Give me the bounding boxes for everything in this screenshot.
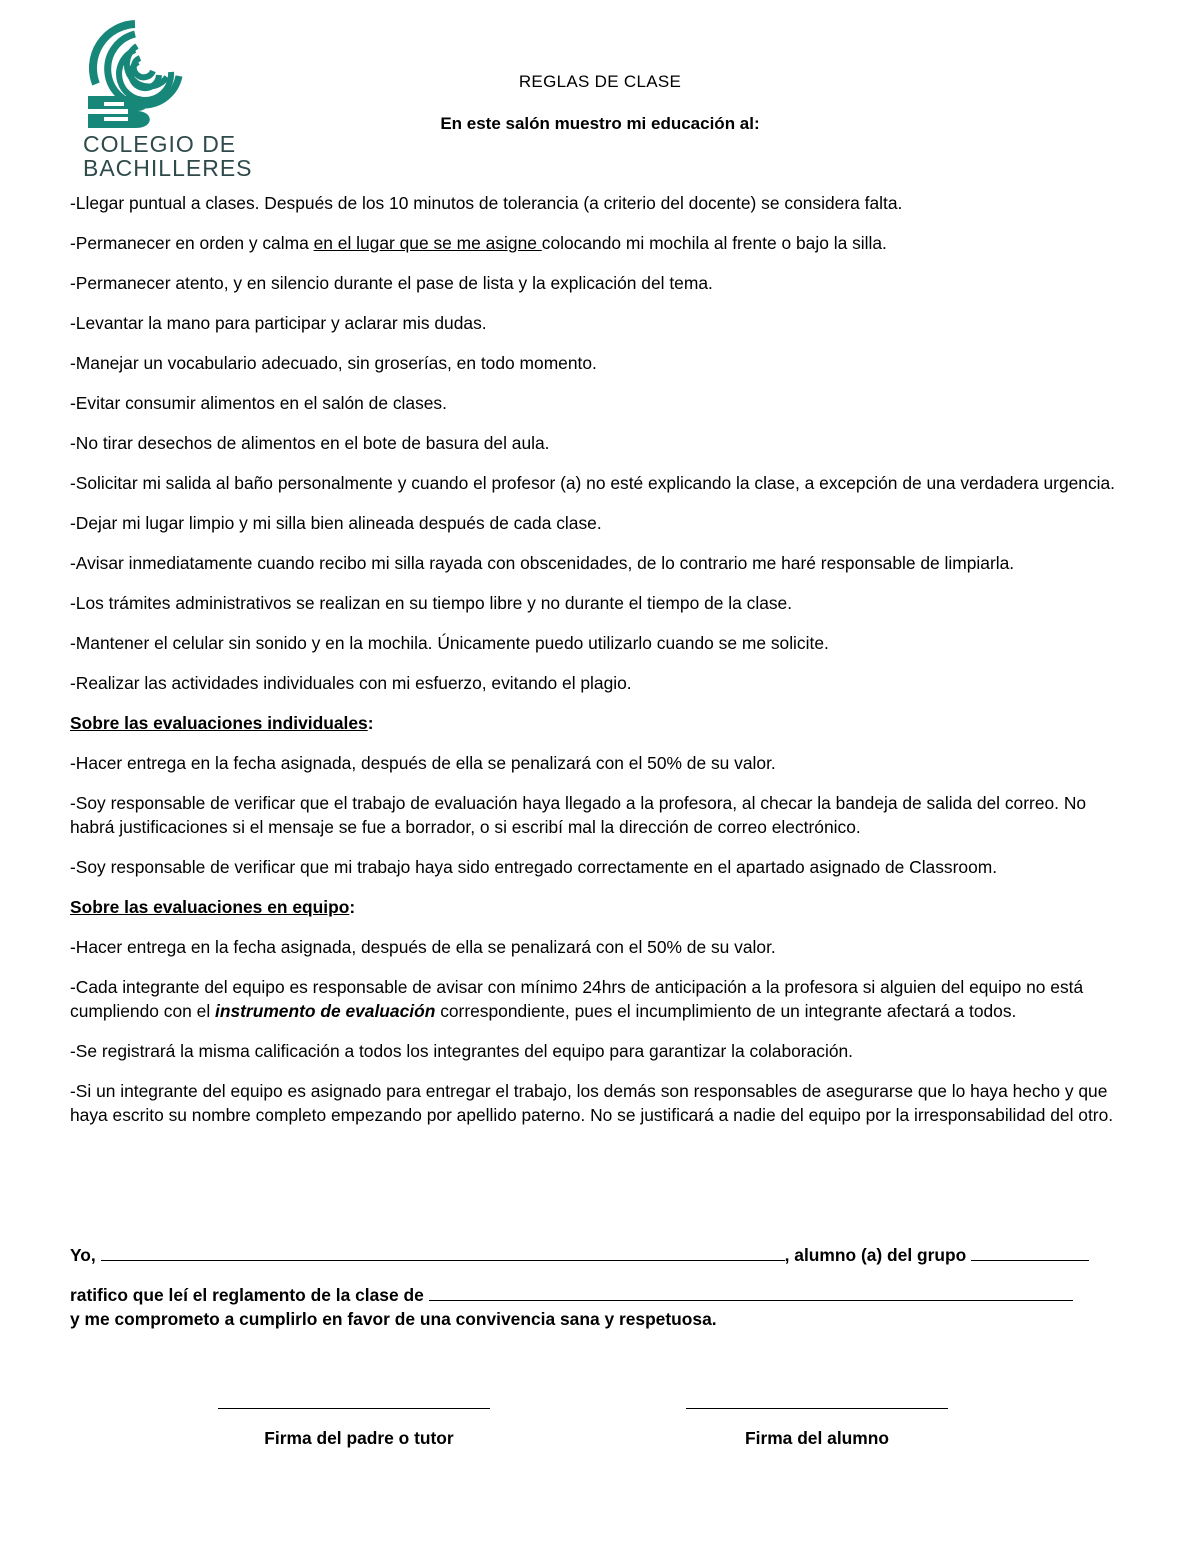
individual-item: -Hacer entrega en la fecha asignada, después de ella se penalizará con el 50% de su valor. bbox=[70, 753, 776, 773]
rule-item: -Mantener el celular sin sonido y en la mochila. Únicamente puedo utilizarlo cuando se me solicite. bbox=[70, 633, 829, 653]
rule-text: -Permanecer en orden y calma bbox=[70, 233, 314, 253]
logo-text-line2: BACHILLERES bbox=[83, 155, 253, 181]
section-title: Sobre las evaluaciones individuales bbox=[70, 713, 368, 733]
rule-item: -Avisar inmediatamente cuando recibo mi silla rayada con obscenidades, de lo contrario me haré responsable de limpiarla. bbox=[70, 553, 1015, 573]
rule-item: -Los trámites administrativos se realizan en su tiempo libre y no durante el tiempo de la clase. bbox=[70, 593, 793, 613]
rule-underlined-text: en el lugar que se me asigne bbox=[313, 233, 542, 253]
team-item-text: correspondiente, pues el incumplimiento de un integrante afectará a todos. bbox=[435, 1001, 1017, 1021]
individual-item: -Soy responsable de verificar que mi trabajo haya sido entregado correctamente en el apartado asignado de Classroom. bbox=[70, 857, 998, 877]
declaration-ratifico: ratifico que leí el reglamento de la clase de bbox=[70, 1285, 424, 1305]
student-name-blank[interactable] bbox=[101, 1244, 785, 1261]
colegio-logo bbox=[80, 14, 280, 184]
team-item bbox=[70, 975, 1135, 1023]
team-item: -Si un integrante del equipo es asignado para entregar el trabajo, los demás son responsables de asegurarse que lo haya hecho y que haya escrito su nombre completo empezando por apellido paterno. No se justificará a nadie del equipo por la irresponsabilidad del otro. bbox=[70, 1081, 1114, 1125]
parent-signature-line[interactable] bbox=[218, 1408, 490, 1409]
rule-item: -Permanecer atento, y en silencio durante el pase de lista y la explicación del tema. bbox=[70, 273, 713, 293]
declaration-line-name bbox=[70, 1243, 1135, 1267]
rule-item: -Manejar un vocabulario adecuado, sin groserías, en todo momento. bbox=[70, 353, 597, 373]
team-item: -Se registrará la misma calificación a todos los integrantes del equipo para garantizar la colaboración. bbox=[70, 1041, 853, 1061]
rule-text: colocando mi mochila al frente o bajo la silla. bbox=[541, 233, 887, 253]
team-item: -Hacer entrega en la fecha asignada, después de ella se penalizará con el 50% de su valor. bbox=[70, 937, 776, 957]
declaration-line-class bbox=[70, 1283, 1135, 1307]
rule-item: -Levantar la mano para participar y aclarar mis dudas. bbox=[70, 313, 487, 333]
rule-item: -Evitar consumir alimentos en el salón de clases. bbox=[70, 393, 447, 413]
section-heading-team bbox=[70, 895, 1135, 919]
parent-signature-label: Firma del padre o tutor bbox=[264, 1428, 454, 1448]
rule-item: -Solicitar mi salida al baño personalmente y cuando el profesor (a) no esté explicando la clase, a excepción de una verdadera urgencia. bbox=[70, 473, 1116, 493]
student-signature-line[interactable] bbox=[686, 1408, 948, 1409]
section-colon: : bbox=[367, 713, 374, 733]
section-colon: : bbox=[349, 897, 356, 917]
rule-item bbox=[70, 231, 1135, 255]
document-subtitle: En este salón muestro mi educación al: bbox=[440, 114, 760, 133]
rule-item: -Realizar las actividades individuales con mi esfuerzo, evitando el plagio. bbox=[70, 673, 632, 693]
rule-item: -Llegar puntual a clases. Después de los 10 minutos de tolerancia (a criterio del docente) se considera falta. bbox=[70, 193, 903, 213]
declaration-alumno: , alumno (a) del grupo bbox=[784, 1245, 967, 1265]
section-heading-individual bbox=[70, 711, 1135, 735]
class-name-blank[interactable] bbox=[429, 1284, 1073, 1301]
rule-item: -No tirar desechos de alimentos en el bote de basura del aula. bbox=[70, 433, 550, 453]
section-title: Sobre las evaluaciones en equipo bbox=[70, 897, 350, 917]
document-title: REGLAS DE CLASE bbox=[518, 72, 682, 91]
rules-content bbox=[70, 191, 1135, 1143]
declaration-yo: Yo, bbox=[70, 1245, 96, 1265]
group-blank[interactable] bbox=[971, 1244, 1089, 1261]
team-item-emphasis: instrumento de evaluación bbox=[215, 1001, 436, 1021]
logo-text-line1: COLEGIO DE bbox=[83, 131, 237, 157]
individual-item: -Soy responsable de verificar que el trabajo de evaluación haya llegado a la profesora, al checar la bandeja de salida del correo. No habrá justificaciones si el mensaje se fue a borrador, o si escribí mal la dirección de correo electrónico. bbox=[70, 793, 1087, 837]
team-item-text: -Cada integrante del equipo es responsable de avisar con mínimo 24hrs de anticipación a la profesora si alguien del equipo no está cumpliendo con el bbox=[70, 977, 1084, 1021]
rule-item: -Dejar mi lugar limpio y mi silla bien alineada después de cada clase. bbox=[70, 513, 602, 533]
declaration-commitment: y me comprometo a cumplirlo en favor de una convivencia sana y respetuosa. bbox=[70, 1309, 717, 1329]
student-signature-label: Firma del alumno bbox=[745, 1428, 889, 1448]
